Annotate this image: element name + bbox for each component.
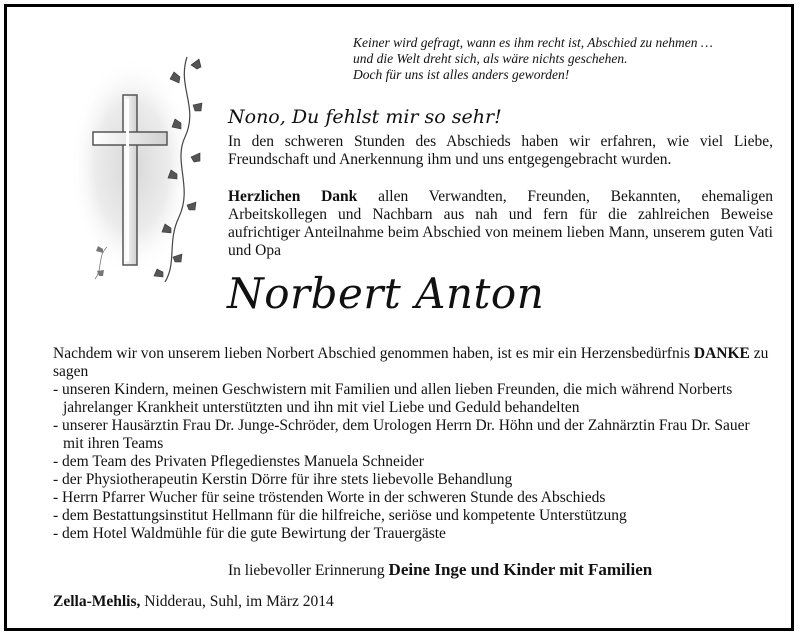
signature-names: Deine Inge und Kinder mit Familien [388,560,653,579]
list-item: - dem Bestattungsinstitut Hellmann für die hilfreiche, seriöse und kompetente Unterstützung [53,507,627,524]
quote-line: und die Welt dreht sich, als wäre nichts geschehen. [353,51,628,66]
body-bold: DANKE [693,345,750,362]
quote-line: Doch für uns ist alles anders geworden! [353,67,570,82]
thanks-paragraph [228,188,773,260]
thanks-bold: Herzlichen Dank [228,188,358,205]
list-item: - dem Hotel Waldmühle für die gute Bewirtung der Trauergäste [53,525,446,542]
deceased-name: Norbert Anton [227,269,545,318]
thanks-text: allen Verwandten, Freunden, Bekannten, ehemaligen Arbeitskollegen und Nachbarn aus nah und fern für die zahlreichen Beweise aufrichtiger Anteilnahme beim Abschied von meinem lieben Mann, unserem guten Vati und Opa [228,188,773,259]
signature [228,560,652,580]
body-text: Nachdem wir von unserem lieben Norbert Abschied genommen haben, ist es mir ein Herzensbedürfnis [53,345,694,362]
list-item: - unserer Hausärztin Frau Dr. Junge-Schröder, dem Urologen Herrn Dr. Höhn und der Zahnärztin Frau Dr. Sauer mit ihren Teams [53,417,750,452]
opening-quote [353,35,773,83]
list-item: - Herrn Pfarrer Wucher für seine tröstenden Worte in der schweren Stunde des Abschieds [53,489,606,506]
body-end: zu sagen [53,345,769,380]
thanks-list [53,381,773,543]
list-item: - unseren Kindern, meinen Geschwistern mit Familien und allen lieben Freunden, die mich während Norberts jahrelanger Krankheit unterstützten und ihn mit viel Liebe und Geduld behandelten [53,381,733,416]
obituary-frame [4,4,794,631]
place-date [53,593,334,611]
place-text: Nidderau, Suhl, im März 2014 [140,593,334,610]
quote-line: Keiner wird gefragt, wann es ihm recht ist, Abschied zu nehmen … [353,35,713,50]
list-item: - dem Team des Privaten Pflegedienstes Manuela Schneider [53,453,424,470]
heading: Nono, Du fehlst mir so sehr! [228,106,502,128]
place-bold: Zella-Mehlis, [53,593,141,610]
intro-paragraph: In den schweren Stunden des Abschieds haben wir erfahren, wie viel Liebe, Freundschaft und Anerkennung ihm und uns entgegengebracht wurden. [228,133,773,168]
list-item: - der Physiotherapeutin Kerstin Dörre für ihre stets liebevolle Behandlung [53,471,513,488]
body-paragraph [53,345,773,381]
signature-prefix: In liebevoller Erinnerung [228,562,389,579]
cross-with-ivy-icon [67,47,217,287]
